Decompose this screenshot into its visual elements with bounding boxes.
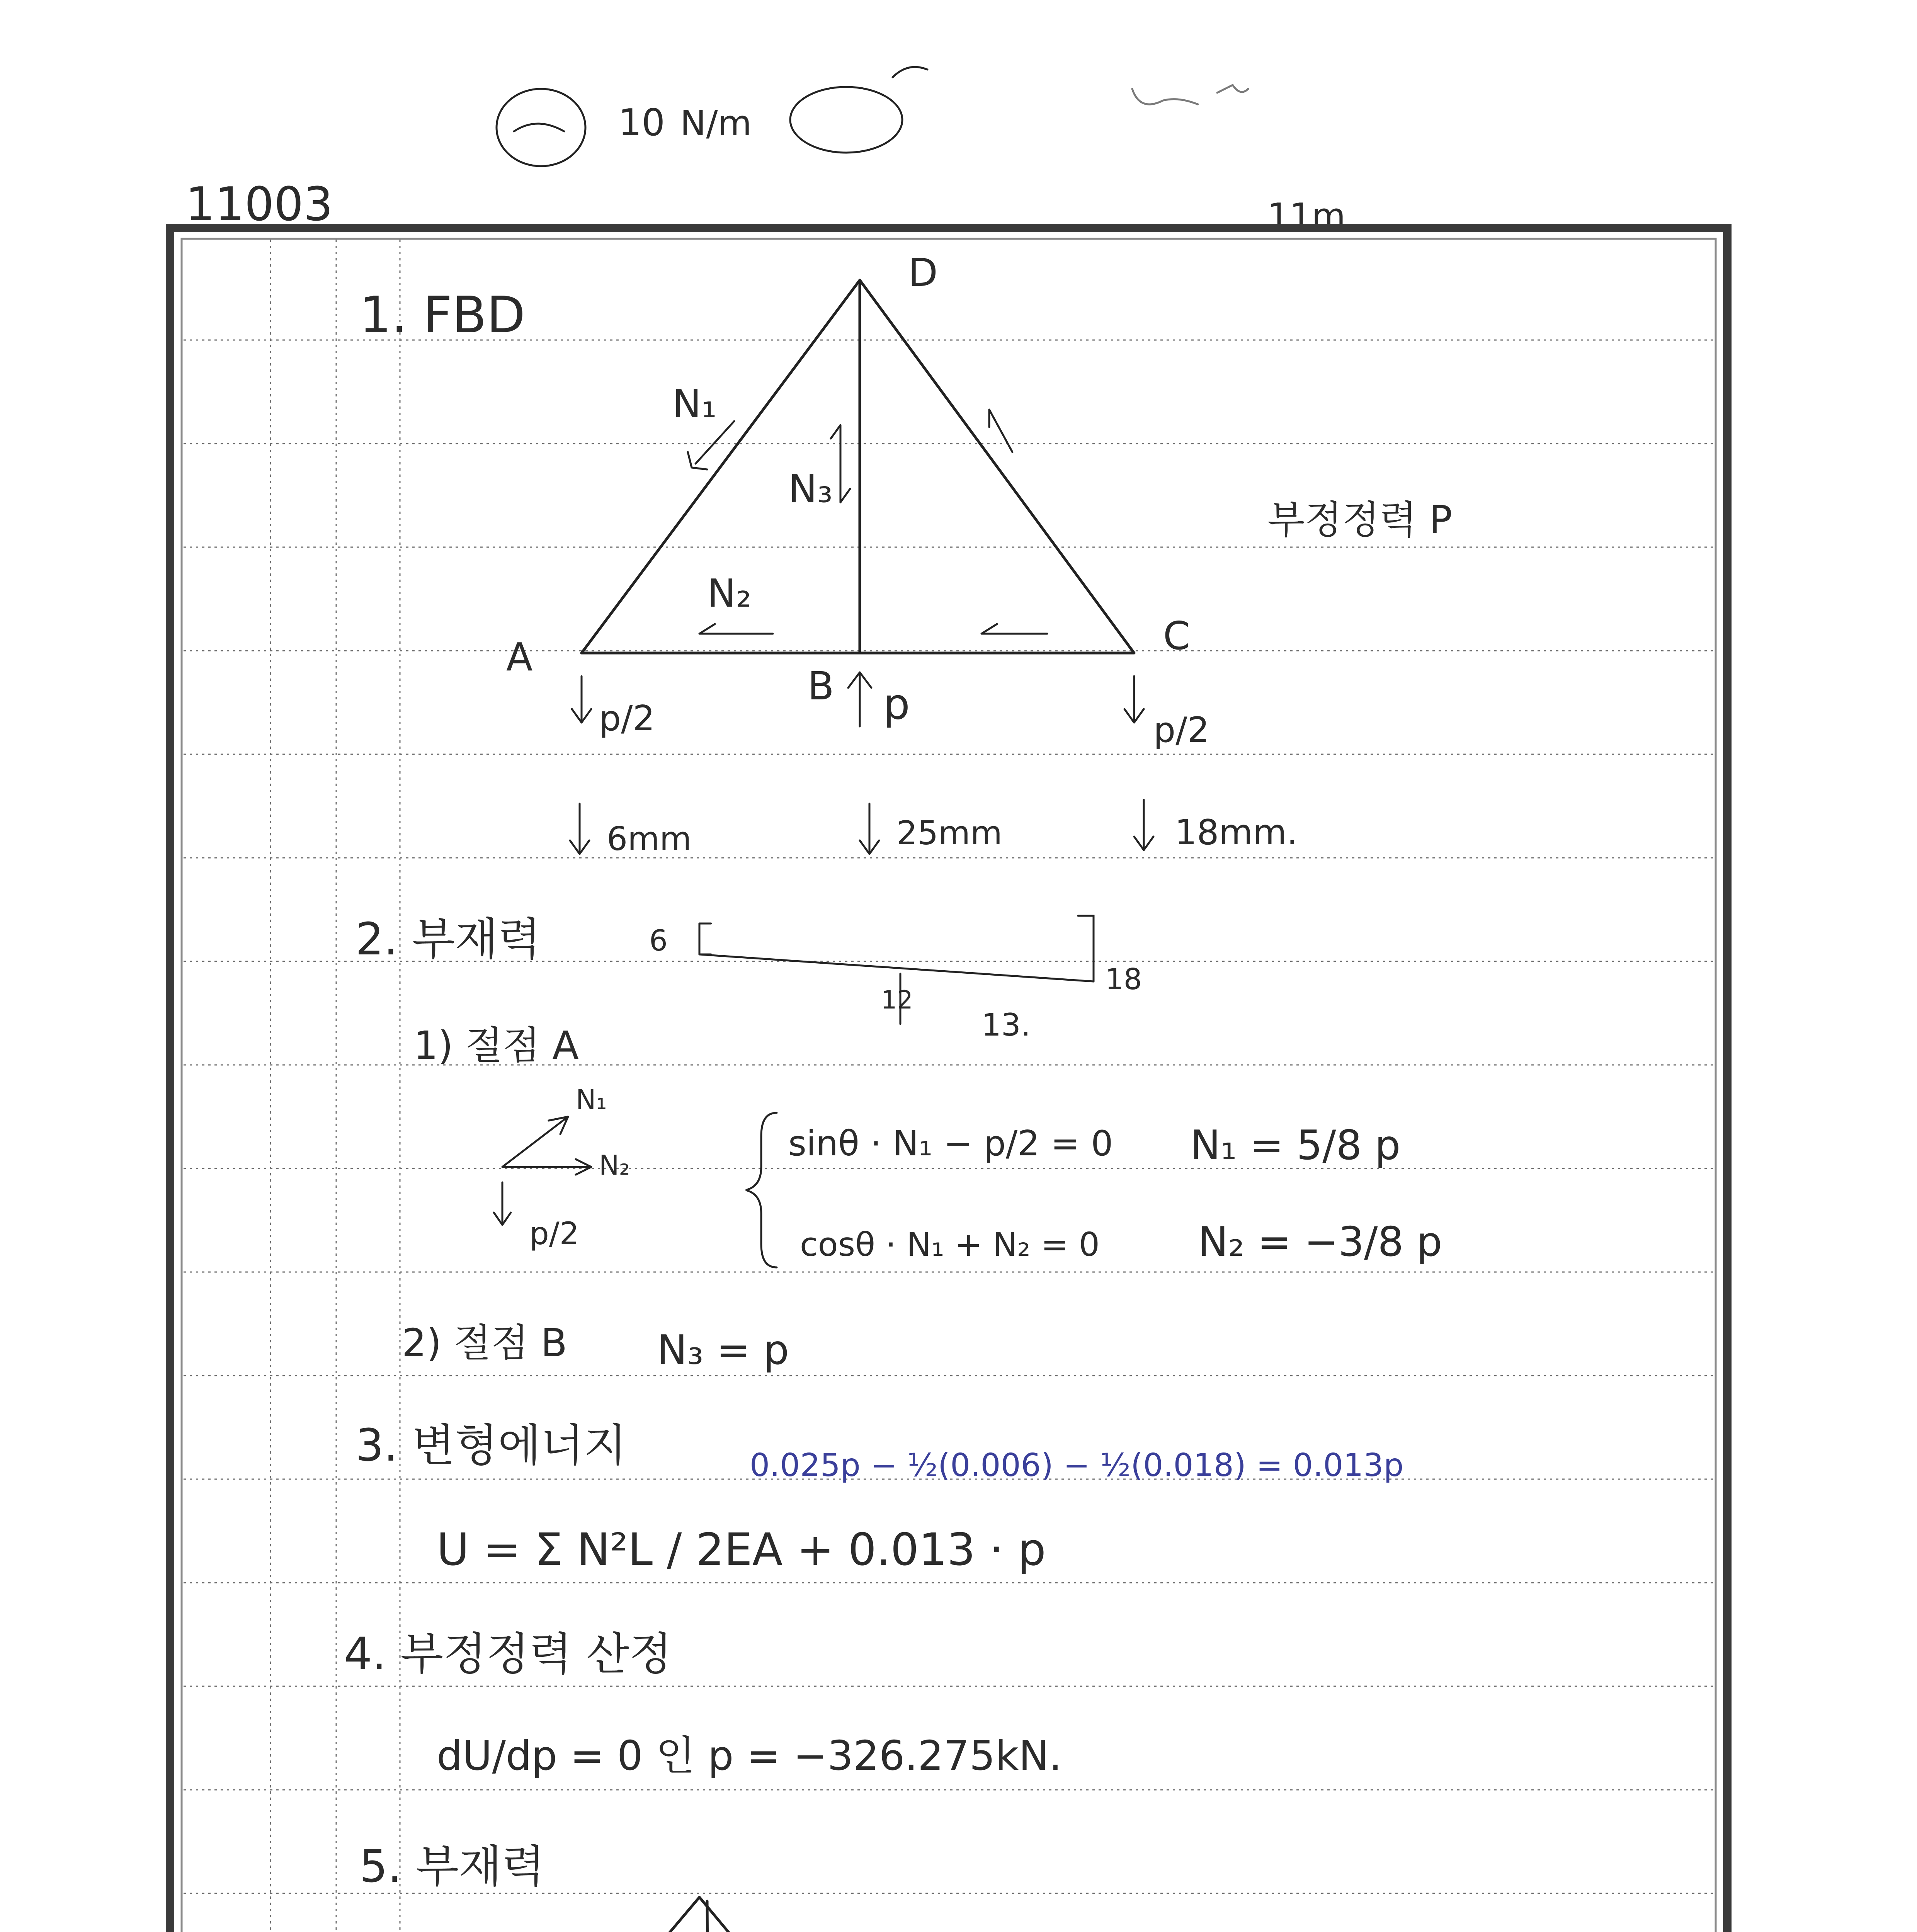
redundant-result: dU/dp = 0 인 p = −326.275kN. bbox=[437, 1732, 1062, 1779]
result-n3: N₃ = p bbox=[657, 1327, 789, 1374]
member-label-n1: N₁ bbox=[672, 381, 717, 427]
header-scribble-2: N/m bbox=[680, 103, 752, 144]
node-label-b: B bbox=[808, 663, 834, 709]
load-b-label: p bbox=[883, 679, 910, 729]
load-arrow-a-icon bbox=[572, 676, 591, 723]
section-5-heading: 5. 부재력 bbox=[359, 1841, 545, 1893]
deflection-right-value: 18 bbox=[1105, 962, 1142, 996]
settlement-b: 25mm bbox=[896, 814, 1002, 852]
node-label-d: D bbox=[908, 250, 938, 295]
member-label-n3: N₃ bbox=[788, 466, 833, 512]
settlement-c: 18mm. bbox=[1175, 812, 1298, 853]
arrow-icon bbox=[989, 410, 1012, 452]
arrow-icon bbox=[981, 624, 1047, 634]
settlement-arrow-icon bbox=[570, 804, 589, 854]
deflection-left-value: 6 bbox=[649, 923, 668, 957]
section-2-heading: 2. 부재력 bbox=[356, 913, 541, 965]
section-3-strain-energy bbox=[356, 1420, 1404, 1576]
joint-a-load: p/2 bbox=[529, 1216, 579, 1252]
load-arrow-c-icon bbox=[1124, 676, 1144, 723]
section-3-heading: 3. 변형에너지 bbox=[356, 1420, 627, 1471]
header-scribble-3: 11m bbox=[1267, 196, 1346, 236]
redundant-force-note: 부정정력 P bbox=[1267, 497, 1453, 543]
node-label-c: C bbox=[1163, 613, 1190, 658]
joint-a-load-arrow-icon bbox=[494, 1182, 511, 1225]
joint-a-n1: N₁ bbox=[576, 1084, 607, 1116]
deflection-mid-top: 12 bbox=[881, 986, 913, 1015]
arrow-icon bbox=[688, 421, 734, 469]
joint-a-fbd bbox=[502, 1117, 591, 1175]
reaction-arrow-b-icon bbox=[848, 672, 871, 726]
settlement-a: 6mm bbox=[607, 820, 692, 858]
fbd-truss bbox=[582, 280, 1134, 653]
arrow-icon bbox=[831, 425, 850, 502]
section-5-member-forces bbox=[359, 1841, 951, 1932]
result-n2: N₂ = −3/8 p bbox=[1198, 1218, 1442, 1265]
node-label-a: A bbox=[506, 634, 533, 680]
section-4-redundant bbox=[344, 1628, 1062, 1779]
section-2-member-forces bbox=[356, 913, 1442, 1374]
settlement-diagram bbox=[699, 916, 1094, 981]
settlement-arrow-icon bbox=[860, 804, 879, 854]
joint-a-n2: N₂ bbox=[599, 1150, 630, 1181]
section-4-heading: 4. 부정정력 산정 bbox=[344, 1628, 672, 1680]
load-c-label: p/2 bbox=[1153, 710, 1209, 750]
result-n1: N₁ = 5/8 p bbox=[1190, 1122, 1401, 1169]
settlement-calculation-note: 0.025p − ½(0.006) − ½(0.018) = 0.013p bbox=[750, 1447, 1404, 1484]
document-number: 11003 bbox=[185, 178, 333, 231]
section-1-fbd bbox=[359, 250, 1453, 858]
result-truss bbox=[448, 1897, 951, 1932]
strain-energy-equation: U = Σ N²L / 2EA + 0.013 · p bbox=[437, 1524, 1046, 1576]
equation-2: cosθ · N₁ + N₂ = 0 bbox=[800, 1226, 1100, 1264]
settlement-arrow-icon bbox=[1134, 800, 1153, 850]
joint-a-heading: 1) 절점 A bbox=[413, 1023, 579, 1068]
header-scribble-1: 10 bbox=[618, 102, 665, 144]
equation-brace bbox=[746, 1113, 777, 1267]
header-scribbles bbox=[497, 67, 1345, 236]
deflection-mid-bottom: 13. bbox=[981, 1007, 1031, 1043]
equation-1: sinθ · N₁ − p/2 = 0 bbox=[788, 1123, 1113, 1164]
joint-b-heading: 2) 절점 B bbox=[402, 1320, 568, 1366]
arrow-icon bbox=[699, 624, 773, 634]
member-label-n2: N₂ bbox=[707, 571, 752, 616]
section-1-heading: 1. FBD bbox=[359, 286, 526, 344]
load-a-label: p/2 bbox=[599, 698, 655, 739]
